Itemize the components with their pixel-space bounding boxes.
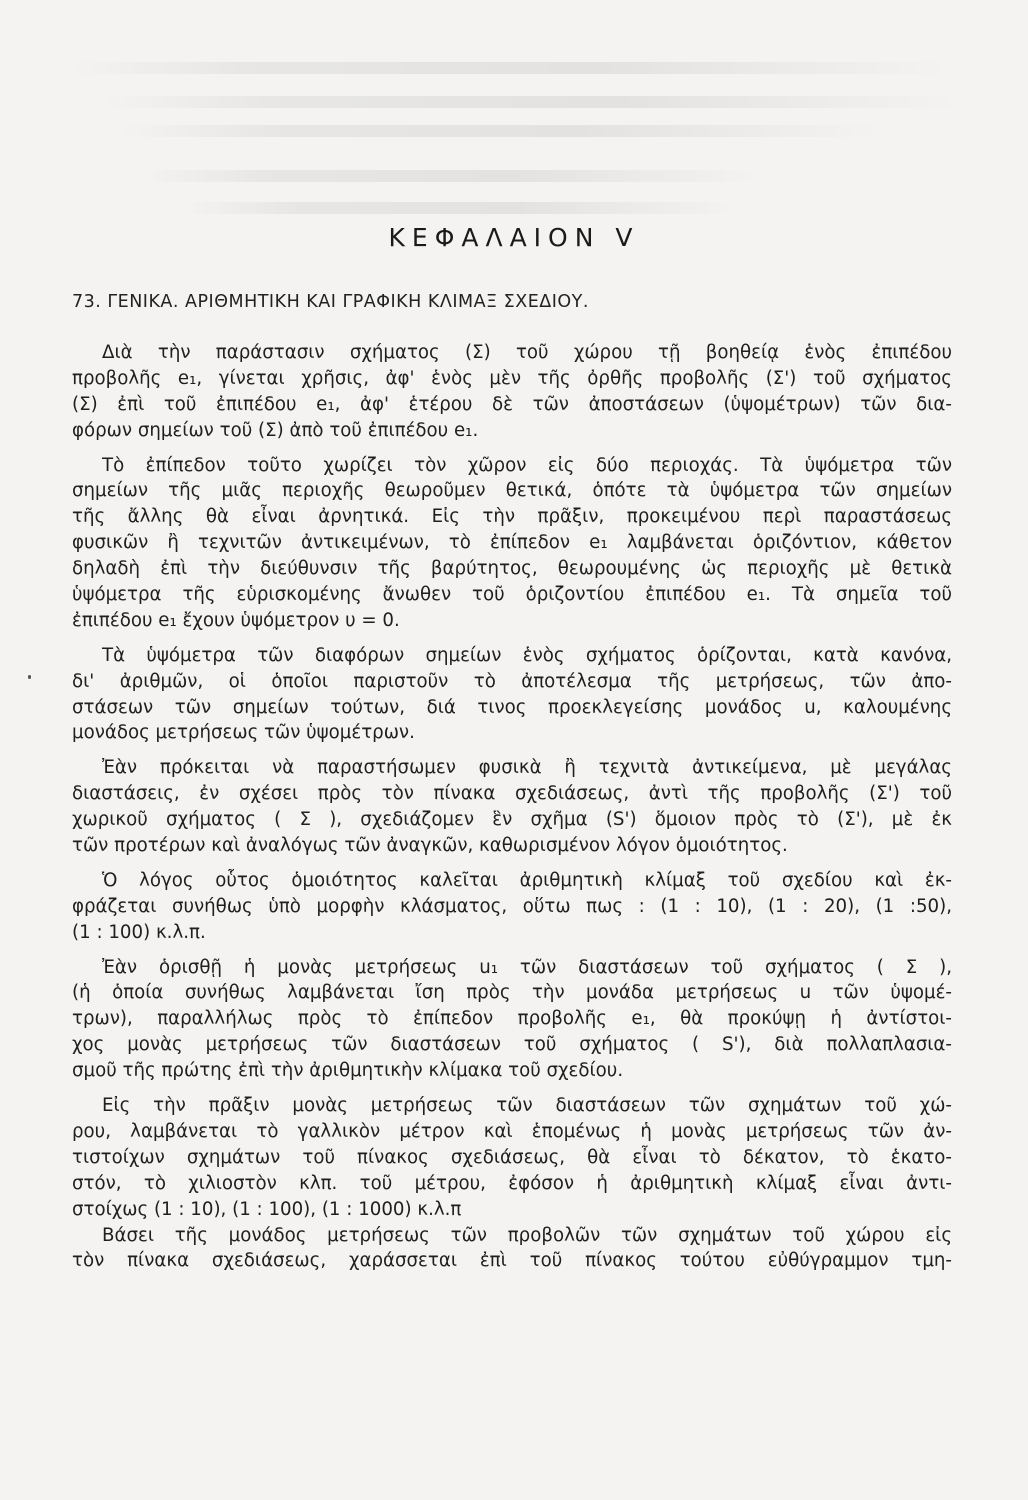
text-line: φράζεται συνήθως ὑπὸ μορφὴν κλάσματος, οὕτω πως : (1 : 10), (1 : 20), (1 :50),	[72, 895, 952, 917]
text-line: (ἡ ὁποία συνήθως λαμβάνεται ἴση πρὸς τὴν μονάδα μετρήσεως u τῶν ὑψομέ-	[72, 982, 952, 1004]
chapter-title: ΚΕΦΑΛΑΙΟΝ V	[388, 223, 640, 252]
text-line: Εἰς τὴν πρᾶξιν μονὰς μετρήσεως τῶν διαστάσεων τῶν σχημάτων τοῦ χώ-	[102, 1095, 952, 1117]
text-line: Ἐὰν ὁρισθῇ ἡ μονὰς μετρήσεως u₁ τῶν διαστάσεων τοῦ σχήματος ( Σ ),	[102, 956, 952, 978]
bleed-through-shadow	[100, 96, 960, 108]
ink-speck	[28, 675, 31, 679]
text-line: δηλαδὴ ἐπὶ τὴν διεύθυνσιν τῆς βαρύτητος, θεωρουμένης ὡς περιοχῆς μὲ θετικὰ	[72, 558, 952, 580]
text-line: στάσεων τῶν σημείων τούτων, διά τινος προεκλεγείσης μονάδος u, καλουμένης	[72, 696, 952, 718]
text-line: στοίχως (1 : 10), (1 : 100), (1 : 1000) κ.λ.π	[72, 1198, 462, 1220]
bleed-through-shadow	[120, 125, 880, 137]
text-line: τρων), παραλλήλως πρὸς τὸ ἐπίπεδον προβολῆς e₁, θὰ προκύψῃ ἡ ἀντίστοι-	[72, 1008, 952, 1030]
text-line: δι' ἀριθμῶν, οἱ ὁποῖοι παριστοῦν τὸ ἀποτέλεσμα τῆς μετρήσεως, τῶν ἀπο-	[72, 670, 952, 692]
text-line: στόν, τὸ χιλιοστὸν κλπ. τοῦ μέτρου, ἐφόσον ἡ ἀριθμητικὴ κλίμαξ εἶναι ἀντι-	[72, 1172, 952, 1194]
text-line: ὑψόμετρα τῆς εὑρισκομένης ἄνωθεν τοῦ ὁριζοντίου ἐπιπέδου e₁. Τὰ σημεῖα τοῦ	[72, 584, 952, 606]
text-line: Ὁ λόγος οὗτος ὁμοιότητος καλεῖται ἀριθμητικὴ κλίμαξ τοῦ σχεδίου καὶ ἐκ-	[102, 869, 952, 891]
text-line: χωρικοῦ σχήματος ( Σ ), σχεδιάζομεν ἓν σχῆμα (S') ὅμοιον πρὸς τὸ (Σ'), μὲ ἐκ	[72, 809, 952, 831]
text-line: τιστοίχων σχημάτων τοῦ πίνακος σχεδιάσεως, θὰ εἶναι τὸ δέκατον, τὸ ἑκατο-	[72, 1146, 952, 1168]
text-line: Διὰ τὴν παράστασιν σχήματος (Σ) τοῦ χώρου τῇ βοηθείᾳ ἑνὸς ἐπιπέδου	[102, 342, 952, 363]
text-line: τῆς ἄλλης θὰ εἶναι ἀρνητικά. Εἰς τὴν πρᾶξιν, προκειμένου περὶ παραστάσεως	[72, 506, 952, 528]
text-line: τὸν πίνακα σχεδιάσεως, χαράσσεται ἐπὶ τοῦ πίνακος τούτου εὐθύγραμμον τμη-	[72, 1250, 952, 1272]
text-line: Τὰ ὑψόμετρα τῶν διαφόρων σημείων ἑνὸς σχήματος ὁρίζονται, κατὰ κανόνα,	[102, 644, 952, 666]
text-line: Τὸ ἐπίπεδον τοῦτο χωρίζει τὸν χῶρον εἰς δύο περιοχάς. Τὰ ὑψόμετρα τῶν	[102, 454, 952, 476]
bleed-through-shadow	[140, 170, 760, 182]
text-line: (Σ) ἐπὶ τοῦ ἐπιπέδου e₁, ἀφ' ἑτέρου δὲ τῶν ἀποστάσεων (ὑψομέτρων) τῶν δια-	[72, 393, 952, 415]
section-heading: 73. ΓΕΝΙΚΑ. ΑΡΙΘΜΗΤΙΚΗ ΚΑΙ ΓΡΑΦΙΚΗ ΚΛΙΜΑΞ ΣΧΕΔΙΟΥ.	[72, 292, 589, 312]
text-line: διαστάσεις, ἐν σχέσει πρὸς τὸν πίνακα σχεδιάσεως, ἀντὶ τῆς προβολῆς (Σ') τοῦ	[72, 783, 952, 805]
text-line: ἐπιπέδου e₁ ἔχουν ὑψόμετρον υ = 0.	[72, 609, 400, 631]
text-line: χος μονὰς μετρήσεως τῶν διαστάσεων τοῦ σχήματος ( S'), διὰ πολλαπλασια-	[72, 1034, 952, 1056]
bleed-through-shadow	[180, 202, 740, 214]
text-line: σημείων τῆς μιᾶς περιοχῆς θεωροῦμεν θετικά, ὁπότε τὰ ὑψόμετρα τῶν σημείων	[72, 480, 952, 502]
text-line: φόρων σημείων τοῦ (Σ) ἀπὸ τοῦ ἐπιπέδου e₁.	[72, 419, 479, 441]
text-line: ρου, λαμβάνεται τὸ γαλλικὸν μέτρον καὶ ἑπομένως ἡ μονὰς μετρήσεως τῶν ἀν-	[72, 1120, 952, 1142]
text-line: τῶν προτέρων καὶ ἀναλόγως τῶν ἀναγκῶν, καθωρισμένον λόγον ὁμοιότητος.	[72, 835, 788, 857]
text-line: μονάδος μετρήσεως τῶν ὑψομέτρων.	[72, 722, 415, 744]
text-line: προβολῆς e₁, γίνεται χρῆσις, ἀφ' ἑνὸς μὲν τῆς ὀρθῆς προβολῆς (Σ') τοῦ σχήματος	[72, 367, 952, 389]
text-line: σμοῦ τῆς πρώτης ἐπὶ τὴν ἀριθμητικὴν κλίμακα τοῦ σχεδίου.	[72, 1060, 624, 1082]
text-line: (1 : 100) κ.λ.π.	[72, 921, 206, 943]
text-line: Βάσει τῆς μονάδος μετρήσεως τῶν προβολῶν τῶν σχημάτων τοῦ χώρου εἰς	[102, 1224, 952, 1246]
text-line: φυσικῶν ἢ τεχνιτῶν ἀντικειμένων, τὸ ἐπίπεδον e₁ λαμβάνεται ὁριζόντιον, κάθετον	[72, 532, 952, 554]
bleed-through-shadow	[70, 62, 950, 74]
body-text	[72, 340, 952, 1274]
text-line: Ἐὰν πρόκειται νὰ παραστήσωμεν φυσικὰ ἢ τεχνιτὰ ἀντικείμενα, μὲ μεγάλας	[102, 757, 952, 779]
